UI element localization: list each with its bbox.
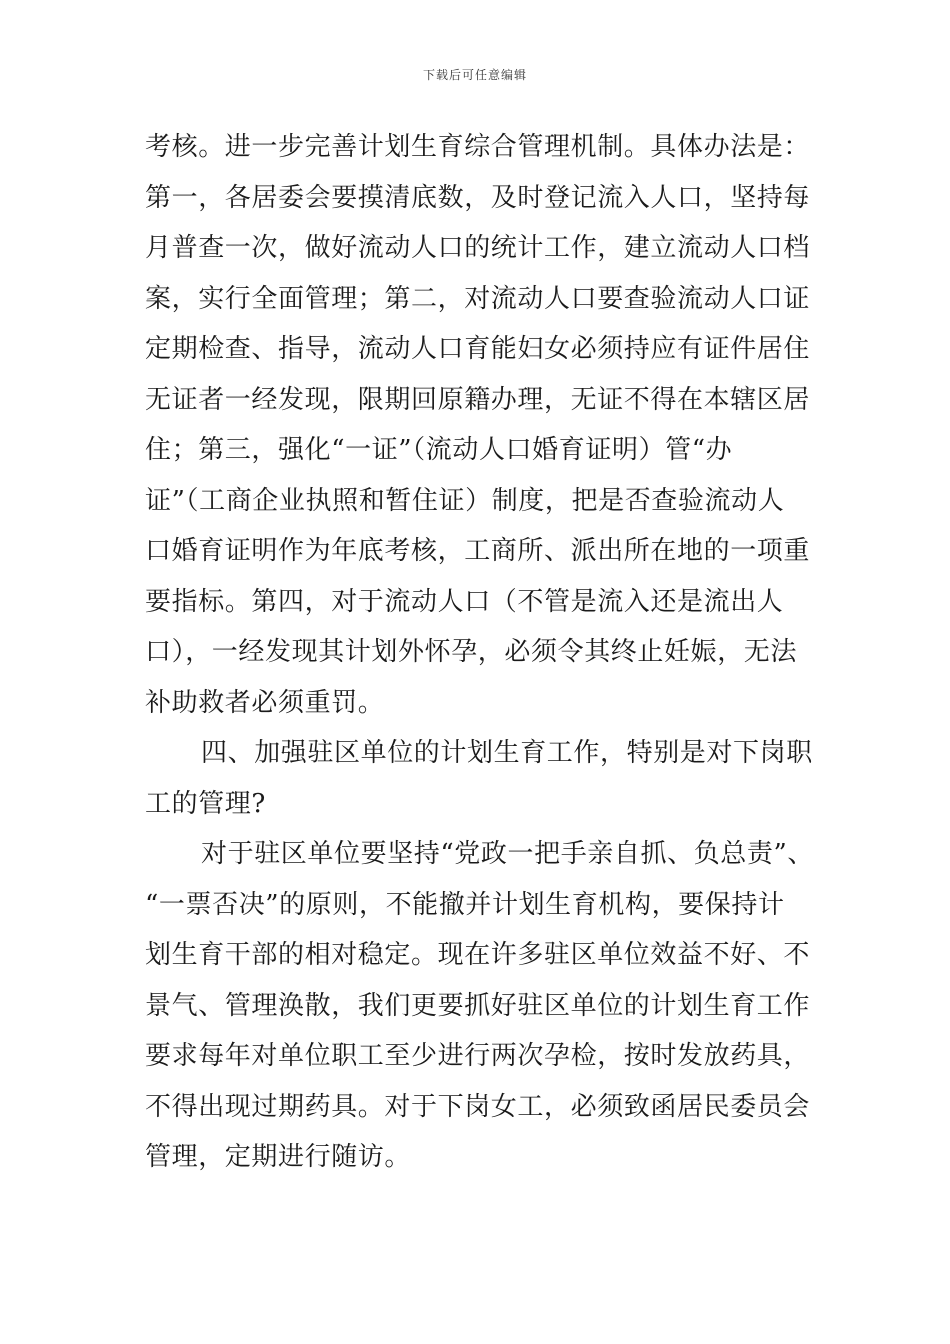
text-line: 证”（工商企业执照和暂住证）制度，把是否查验流动人 [145,485,785,516]
text-line: 考核。进一步完善计划生育综合管理机制。具体办法是： [145,132,811,162]
text-line: 无证者一经发现，限期回原籍办理，无证不得在本辖区居 [145,384,811,415]
text-line: 不得出现过期药具。对于下岗女工，必须致函居民委员会 [145,1091,811,1122]
page-header: 下载后可任意编辑 [422,68,527,82]
text-line: 住；第三，强化“一证”（流动人口婚育证明）管“办 [145,435,733,465]
text-line: 案，实行全面管理；第二，对流动人口要查验流动人口证 [145,283,811,314]
text-line: 第一，各居委会要摸清底数，及时登记流入人口，坚持每 [145,182,811,213]
text-line: 定期检查、指导，流动人口育能妇女必须持应有证件居住 [145,334,811,364]
text-line: 要指标。第四，对于流动人口（不管是流入还是流出人 [145,586,784,617]
text-line: 要求每年对单位职工至少进行两次孕检，按时发放药具， [145,1041,811,1071]
text-line: 口婚育证明作为年底考核，工商所、派出所在地的一项重 [145,536,811,566]
document-body [145,128,814,1189]
section-heading-line: 四、加强驻区单位的计划生育工作，特别是对下岗职 [201,738,813,768]
text-line: “一票否决”的原则，不能撤并计划生育机构，要保持计 [145,889,785,920]
section-heading-line: 工的管理? [145,788,266,819]
text-line: 月普查一次，做好流动人口的统计工作，建立流动人口档 [145,233,811,263]
text-line: 景气、管理涣散，我们更要抓好驻区单位的计划生育工作 [145,990,811,1021]
text-line: 补助救者必须重罚。 [145,687,385,718]
text-line: 划生育干部的相对稳定。现在许多驻区单位效益不好、不 [145,940,811,970]
text-line: 对于驻区单位要坚持“党政一把手亲自抓、负总责”、 [201,839,814,869]
text-line: 口），一经发现其计划外怀孕，必须令其终止妊娠，无法 [145,637,798,667]
text-line: 管理，定期进行随访。 [145,1142,412,1172]
